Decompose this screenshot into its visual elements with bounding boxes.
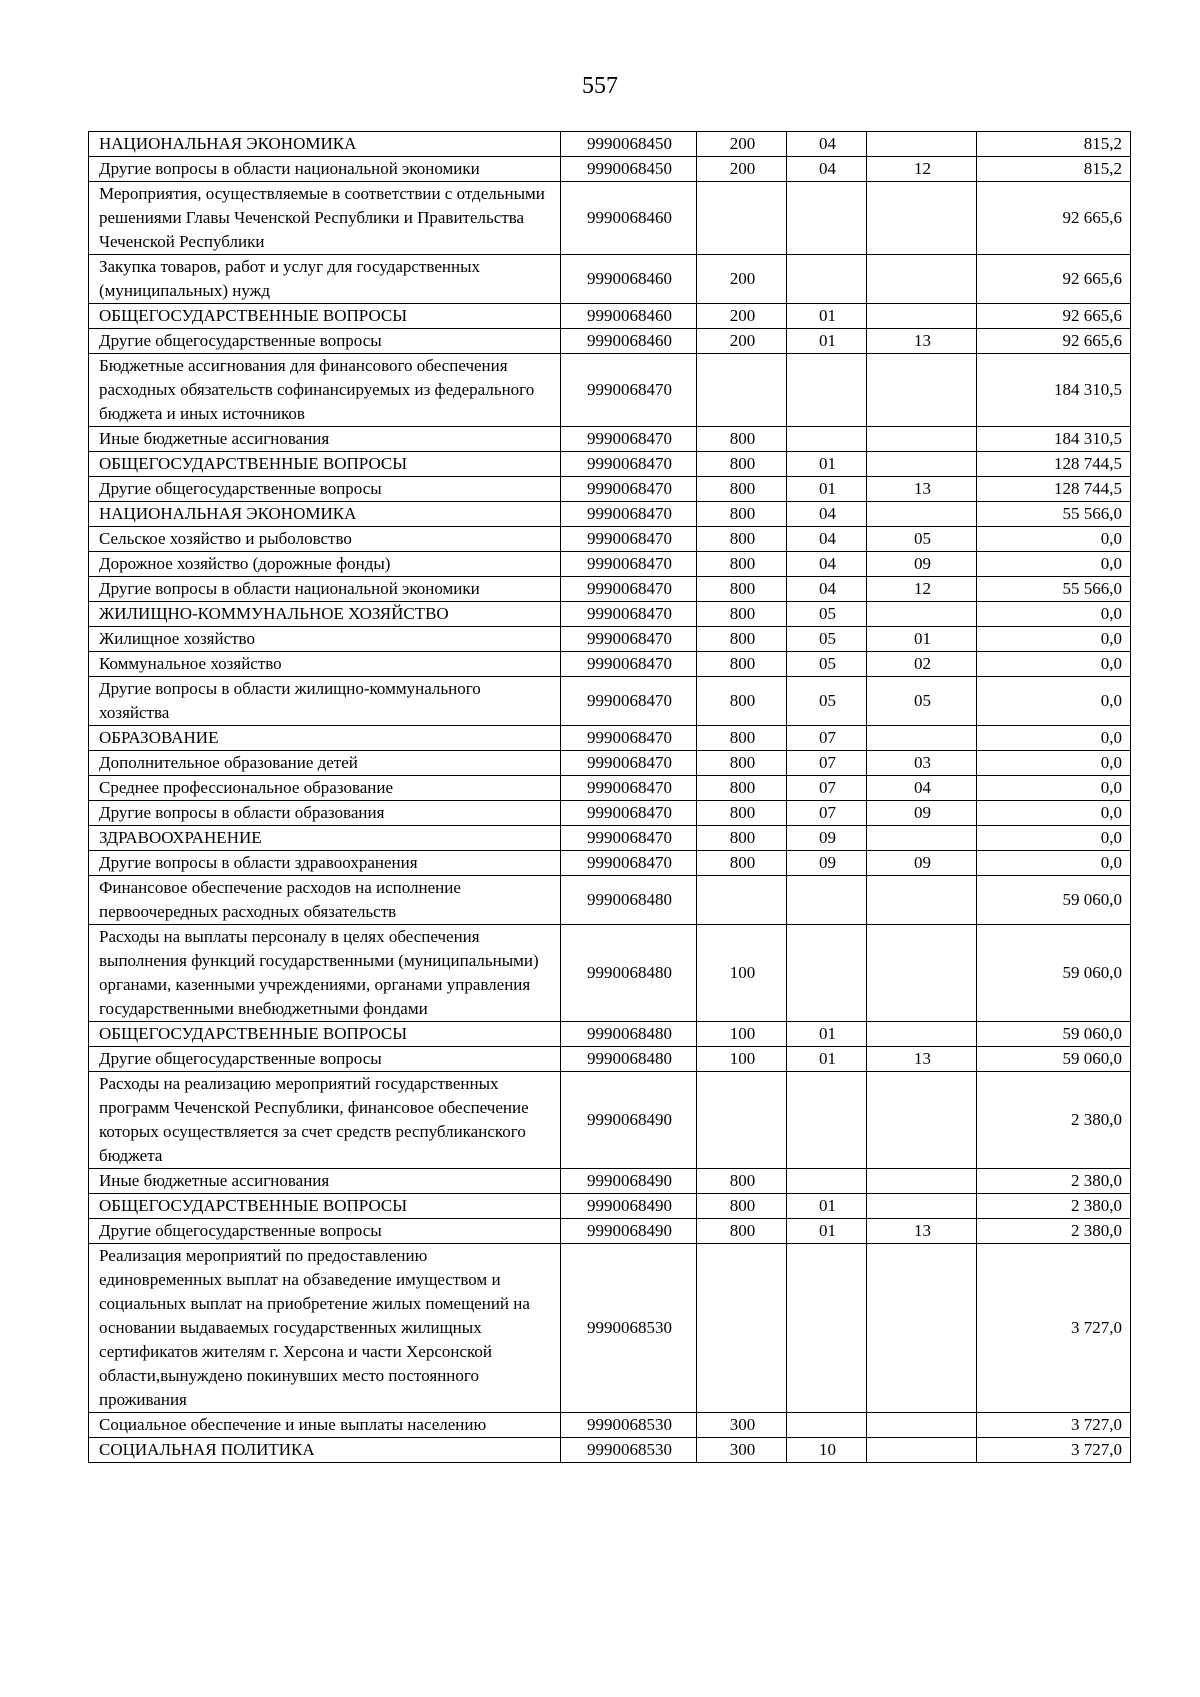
- row-pr-cell: 13: [867, 477, 977, 502]
- row-vr-cell: [697, 876, 787, 925]
- row-name-cell: Реализация мероприятий по предоставлению единовременных выплат на обзаведение имуществом и социальных выплат на приобретение жилых помещений на основании выдаваемых государственных жилищных сертификатов жителям г. Херсона и части Херсонской области,вынуждено покинувших место постоянного проживания: [89, 1244, 561, 1413]
- row-name-cell: ОБРАЗОВАНИЕ: [89, 726, 561, 751]
- row-pr-cell: [867, 1169, 977, 1194]
- row-rz-cell: [787, 182, 867, 255]
- row-vr-cell: 800: [697, 1169, 787, 1194]
- row-rz-cell: 07: [787, 751, 867, 776]
- table-row: [89, 1244, 1131, 1413]
- table-row: [89, 1169, 1131, 1194]
- row-vr-cell: 800: [697, 502, 787, 527]
- row-sum-cell: 0,0: [977, 527, 1131, 552]
- row-pr-cell: [867, 1194, 977, 1219]
- row-sum-cell: 59 060,0: [977, 876, 1131, 925]
- row-sum-cell: 3 727,0: [977, 1413, 1131, 1438]
- row-sum-cell: 815,2: [977, 157, 1131, 182]
- row-name-cell: Другие общегосударственные вопросы: [89, 477, 561, 502]
- row-rz-cell: [787, 876, 867, 925]
- row-rz-cell: 05: [787, 602, 867, 627]
- row-pr-cell: 04: [867, 776, 977, 801]
- row-code-cell: 9990068470: [561, 652, 697, 677]
- row-name-cell: ОБЩЕГОСУДАРСТВЕННЫЕ ВОПРОСЫ: [89, 1022, 561, 1047]
- row-rz-cell: 05: [787, 677, 867, 726]
- row-pr-cell: [867, 826, 977, 851]
- row-rz-cell: 04: [787, 527, 867, 552]
- row-rz-cell: 01: [787, 1047, 867, 1072]
- row-name-cell: Жилищное хозяйство: [89, 627, 561, 652]
- row-sum-cell: 2 380,0: [977, 1169, 1131, 1194]
- table-row: [89, 1072, 1131, 1169]
- row-vr-cell: 300: [697, 1438, 787, 1463]
- row-pr-cell: [867, 427, 977, 452]
- row-code-cell: 9990068460: [561, 304, 697, 329]
- row-code-cell: 9990068490: [561, 1072, 697, 1169]
- row-name-cell: Коммунальное хозяйство: [89, 652, 561, 677]
- row-vr-cell: 800: [697, 477, 787, 502]
- row-name-cell: Закупка товаров, работ и услуг для государственных (муниципальных) нужд: [89, 255, 561, 304]
- row-name-cell: Другие вопросы в области жилищно-коммунального хозяйства: [89, 677, 561, 726]
- row-code-cell: 9990068480: [561, 925, 697, 1022]
- row-sum-cell: 92 665,6: [977, 329, 1131, 354]
- row-name-cell: Иные бюджетные ассигнования: [89, 427, 561, 452]
- row-rz-cell: [787, 1413, 867, 1438]
- row-vr-cell: 800: [697, 527, 787, 552]
- row-code-cell: 9990068450: [561, 132, 697, 157]
- table-row: [89, 726, 1131, 751]
- row-code-cell: 9990068490: [561, 1194, 697, 1219]
- table-row: [89, 527, 1131, 552]
- row-rz-cell: 05: [787, 652, 867, 677]
- row-vr-cell: 300: [697, 1413, 787, 1438]
- row-vr-cell: 800: [697, 1194, 787, 1219]
- row-code-cell: 9990068530: [561, 1244, 697, 1413]
- row-vr-cell: 100: [697, 1022, 787, 1047]
- row-rz-cell: 01: [787, 477, 867, 502]
- row-rz-cell: 04: [787, 157, 867, 182]
- row-code-cell: 9990068470: [561, 751, 697, 776]
- row-vr-cell: [697, 354, 787, 427]
- row-vr-cell: [697, 1244, 787, 1413]
- row-sum-cell: 128 744,5: [977, 477, 1131, 502]
- row-vr-cell: 200: [697, 304, 787, 329]
- row-name-cell: Сельское хозяйство и рыболовство: [89, 527, 561, 552]
- row-code-cell: 9990068460: [561, 329, 697, 354]
- row-rz-cell: 07: [787, 801, 867, 826]
- table-row: [89, 627, 1131, 652]
- row-rz-cell: 09: [787, 826, 867, 851]
- row-code-cell: 9990068470: [561, 677, 697, 726]
- row-rz-cell: 01: [787, 1219, 867, 1244]
- table-row: [89, 1047, 1131, 1072]
- row-rz-cell: [787, 354, 867, 427]
- table-row: [89, 602, 1131, 627]
- table-row: [89, 502, 1131, 527]
- row-name-cell: ОБЩЕГОСУДАРСТВЕННЫЕ ВОПРОСЫ: [89, 1194, 561, 1219]
- row-code-cell: 9990068470: [561, 627, 697, 652]
- row-pr-cell: 12: [867, 157, 977, 182]
- table-row: [89, 751, 1131, 776]
- row-pr-cell: 03: [867, 751, 977, 776]
- row-pr-cell: [867, 502, 977, 527]
- row-code-cell: 9990068480: [561, 876, 697, 925]
- row-pr-cell: 13: [867, 1047, 977, 1072]
- budget-table-body: [89, 132, 1131, 1463]
- row-code-cell: 9990068470: [561, 354, 697, 427]
- table-row: [89, 1413, 1131, 1438]
- row-name-cell: Бюджетные ассигнования для финансового обеспечения расходных обязательств софинансируемых из федерального бюджета и иных источников: [89, 354, 561, 427]
- row-sum-cell: 3 727,0: [977, 1244, 1131, 1413]
- row-name-cell: ЗДРАВООХРАНЕНИЕ: [89, 826, 561, 851]
- row-sum-cell: 0,0: [977, 552, 1131, 577]
- row-pr-cell: 01: [867, 627, 977, 652]
- row-code-cell: 9990068470: [561, 826, 697, 851]
- row-sum-cell: 0,0: [977, 801, 1131, 826]
- row-sum-cell: 3 727,0: [977, 1438, 1131, 1463]
- table-row: [89, 132, 1131, 157]
- row-pr-cell: [867, 1022, 977, 1047]
- row-pr-cell: 09: [867, 851, 977, 876]
- row-sum-cell: 2 380,0: [977, 1219, 1131, 1244]
- row-vr-cell: 100: [697, 925, 787, 1022]
- row-name-cell: ОБЩЕГОСУДАРСТВЕННЫЕ ВОПРОСЫ: [89, 304, 561, 329]
- row-pr-cell: 09: [867, 552, 977, 577]
- row-name-cell: НАЦИОНАЛЬНАЯ ЭКОНОМИКА: [89, 132, 561, 157]
- table-row: [89, 577, 1131, 602]
- row-name-cell: НАЦИОНАЛЬНАЯ ЭКОНОМИКА: [89, 502, 561, 527]
- row-sum-cell: 59 060,0: [977, 1022, 1131, 1047]
- row-sum-cell: 0,0: [977, 851, 1131, 876]
- table-row: [89, 552, 1131, 577]
- row-pr-cell: [867, 876, 977, 925]
- row-rz-cell: 04: [787, 502, 867, 527]
- row-sum-cell: 59 060,0: [977, 925, 1131, 1022]
- row-vr-cell: 800: [697, 851, 787, 876]
- row-code-cell: 9990068480: [561, 1022, 697, 1047]
- row-rz-cell: [787, 427, 867, 452]
- row-pr-cell: 12: [867, 577, 977, 602]
- row-rz-cell: 04: [787, 552, 867, 577]
- row-vr-cell: [697, 1072, 787, 1169]
- row-code-cell: 9990068490: [561, 1169, 697, 1194]
- row-name-cell: СОЦИАЛЬНАЯ ПОЛИТИКА: [89, 1438, 561, 1463]
- row-name-cell: Другие вопросы в области здравоохранения: [89, 851, 561, 876]
- row-pr-cell: [867, 255, 977, 304]
- row-vr-cell: 800: [697, 577, 787, 602]
- row-name-cell: Социальное обеспечение и иные выплаты населению: [89, 1413, 561, 1438]
- table-row: [89, 354, 1131, 427]
- row-vr-cell: 800: [697, 652, 787, 677]
- row-sum-cell: 0,0: [977, 602, 1131, 627]
- row-rz-cell: 01: [787, 1194, 867, 1219]
- row-sum-cell: 0,0: [977, 726, 1131, 751]
- table-row: [89, 851, 1131, 876]
- row-vr-cell: 800: [697, 776, 787, 801]
- row-pr-cell: [867, 726, 977, 751]
- row-name-cell: Другие вопросы в области образования: [89, 801, 561, 826]
- row-code-cell: 9990068470: [561, 502, 697, 527]
- row-code-cell: 9990068460: [561, 182, 697, 255]
- row-code-cell: 9990068490: [561, 1219, 697, 1244]
- row-sum-cell: 0,0: [977, 751, 1131, 776]
- row-pr-cell: [867, 304, 977, 329]
- row-sum-cell: 0,0: [977, 776, 1131, 801]
- row-rz-cell: [787, 1244, 867, 1413]
- row-name-cell: Другие общегосударственные вопросы: [89, 1219, 561, 1244]
- table-row: [89, 876, 1131, 925]
- table-row: [89, 801, 1131, 826]
- row-vr-cell: 800: [697, 726, 787, 751]
- row-rz-cell: 05: [787, 627, 867, 652]
- row-vr-cell: 800: [697, 427, 787, 452]
- table-row: [89, 652, 1131, 677]
- row-sum-cell: 0,0: [977, 652, 1131, 677]
- row-rz-cell: 04: [787, 577, 867, 602]
- row-pr-cell: 05: [867, 677, 977, 726]
- row-sum-cell: 59 060,0: [977, 1047, 1131, 1072]
- row-rz-cell: 01: [787, 1022, 867, 1047]
- row-code-cell: 9990068530: [561, 1413, 697, 1438]
- row-sum-cell: 2 380,0: [977, 1194, 1131, 1219]
- table-row: [89, 255, 1131, 304]
- table-row: [89, 1438, 1131, 1463]
- row-code-cell: 9990068450: [561, 157, 697, 182]
- row-name-cell: Другие общегосударственные вопросы: [89, 329, 561, 354]
- table-row: [89, 329, 1131, 354]
- row-pr-cell: 02: [867, 652, 977, 677]
- row-vr-cell: 800: [697, 677, 787, 726]
- row-code-cell: 9990068470: [561, 427, 697, 452]
- row-name-cell: Иные бюджетные ассигнования: [89, 1169, 561, 1194]
- row-code-cell: 9990068470: [561, 452, 697, 477]
- row-vr-cell: 800: [697, 602, 787, 627]
- row-pr-cell: [867, 925, 977, 1022]
- row-code-cell: 9990068480: [561, 1047, 697, 1072]
- table-row: [89, 452, 1131, 477]
- row-rz-cell: [787, 1169, 867, 1194]
- row-name-cell: ОБЩЕГОСУДАРСТВЕННЫЕ ВОПРОСЫ: [89, 452, 561, 477]
- row-vr-cell: 200: [697, 157, 787, 182]
- table-row: [89, 1022, 1131, 1047]
- row-vr-cell: 200: [697, 329, 787, 354]
- row-vr-cell: 800: [697, 627, 787, 652]
- row-sum-cell: 92 665,6: [977, 182, 1131, 255]
- row-pr-cell: [867, 452, 977, 477]
- row-code-cell: 9990068470: [561, 801, 697, 826]
- table-row: [89, 925, 1131, 1022]
- row-sum-cell: 0,0: [977, 826, 1131, 851]
- row-pr-cell: [867, 1438, 977, 1463]
- row-pr-cell: [867, 354, 977, 427]
- row-name-cell: Мероприятия, осуществляемые в соответствии с отдельными решениями Главы Чеченской Республики и Правительства Чеченской Республики: [89, 182, 561, 255]
- row-rz-cell: 07: [787, 726, 867, 751]
- row-rz-cell: [787, 925, 867, 1022]
- row-code-cell: 9990068530: [561, 1438, 697, 1463]
- row-code-cell: 9990068470: [561, 552, 697, 577]
- row-sum-cell: 0,0: [977, 627, 1131, 652]
- table-row: [89, 477, 1131, 502]
- row-vr-cell: 800: [697, 552, 787, 577]
- row-rz-cell: 01: [787, 304, 867, 329]
- row-name-cell: ЖИЛИЩНО-КОММУНАЛЬНОЕ ХОЗЯЙСТВО: [89, 602, 561, 627]
- row-pr-cell: [867, 1072, 977, 1169]
- table-row: [89, 427, 1131, 452]
- table-row: [89, 182, 1131, 255]
- row-pr-cell: 13: [867, 1219, 977, 1244]
- row-vr-cell: 100: [697, 1047, 787, 1072]
- row-code-cell: 9990068470: [561, 527, 697, 552]
- row-pr-cell: [867, 1244, 977, 1413]
- table-row: [89, 677, 1131, 726]
- row-code-cell: 9990068470: [561, 477, 697, 502]
- row-rz-cell: 09: [787, 851, 867, 876]
- row-code-cell: 9990068470: [561, 851, 697, 876]
- row-name-cell: Другие вопросы в области национальной экономики: [89, 577, 561, 602]
- row-rz-cell: [787, 1072, 867, 1169]
- table-row: [89, 826, 1131, 851]
- row-name-cell: Финансовое обеспечение расходов на исполнение первоочередных расходных обязательств: [89, 876, 561, 925]
- row-pr-cell: [867, 602, 977, 627]
- row-sum-cell: 184 310,5: [977, 354, 1131, 427]
- row-name-cell: Среднее профессиональное образование: [89, 776, 561, 801]
- row-sum-cell: 55 566,0: [977, 502, 1131, 527]
- table-row: [89, 157, 1131, 182]
- row-pr-cell: 13: [867, 329, 977, 354]
- row-sum-cell: 128 744,5: [977, 452, 1131, 477]
- row-rz-cell: 10: [787, 1438, 867, 1463]
- row-code-cell: 9990068460: [561, 255, 697, 304]
- row-rz-cell: 01: [787, 329, 867, 354]
- row-name-cell: Другие общегосударственные вопросы: [89, 1047, 561, 1072]
- row-pr-cell: [867, 132, 977, 157]
- row-sum-cell: 92 665,6: [977, 304, 1131, 329]
- row-pr-cell: [867, 182, 977, 255]
- row-vr-cell: 800: [697, 801, 787, 826]
- row-rz-cell: [787, 255, 867, 304]
- row-pr-cell: [867, 1413, 977, 1438]
- row-code-cell: 9990068470: [561, 726, 697, 751]
- row-sum-cell: 184 310,5: [977, 427, 1131, 452]
- table-row: [89, 1194, 1131, 1219]
- row-vr-cell: 200: [697, 132, 787, 157]
- table-row: [89, 1219, 1131, 1244]
- row-pr-cell: 05: [867, 527, 977, 552]
- row-name-cell: Дорожное хозяйство (дорожные фонды): [89, 552, 561, 577]
- row-sum-cell: 55 566,0: [977, 577, 1131, 602]
- row-name-cell: Дополнительное образование детей: [89, 751, 561, 776]
- row-rz-cell: 07: [787, 776, 867, 801]
- row-rz-cell: 04: [787, 132, 867, 157]
- row-sum-cell: 2 380,0: [977, 1072, 1131, 1169]
- row-vr-cell: 800: [697, 751, 787, 776]
- row-vr-cell: 800: [697, 1219, 787, 1244]
- row-vr-cell: [697, 182, 787, 255]
- row-vr-cell: 800: [697, 826, 787, 851]
- row-name-cell: Расходы на реализацию мероприятий государственных программ Чеченской Республики, финансовое обеспечение которых осуществляется за счет средств республиканского бюджета: [89, 1072, 561, 1169]
- row-vr-cell: 800: [697, 452, 787, 477]
- row-name-cell: Расходы на выплаты персоналу в целях обеспечения выполнения функций государственными (муниципальными) органами, казенными учреждениями, органами управления государственными внебюджетными фондами: [89, 925, 561, 1022]
- row-sum-cell: 92 665,6: [977, 255, 1131, 304]
- table-row: [89, 776, 1131, 801]
- page-number: 557: [582, 73, 618, 99]
- row-code-cell: 9990068470: [561, 602, 697, 627]
- row-code-cell: 9990068470: [561, 776, 697, 801]
- row-name-cell: Другие вопросы в области национальной экономики: [89, 157, 561, 182]
- row-code-cell: 9990068470: [561, 577, 697, 602]
- table-row: [89, 304, 1131, 329]
- row-sum-cell: 0,0: [977, 677, 1131, 726]
- budget-table: [88, 131, 1131, 1463]
- row-pr-cell: 09: [867, 801, 977, 826]
- row-sum-cell: 815,2: [977, 132, 1131, 157]
- row-vr-cell: 200: [697, 255, 787, 304]
- row-rz-cell: 01: [787, 452, 867, 477]
